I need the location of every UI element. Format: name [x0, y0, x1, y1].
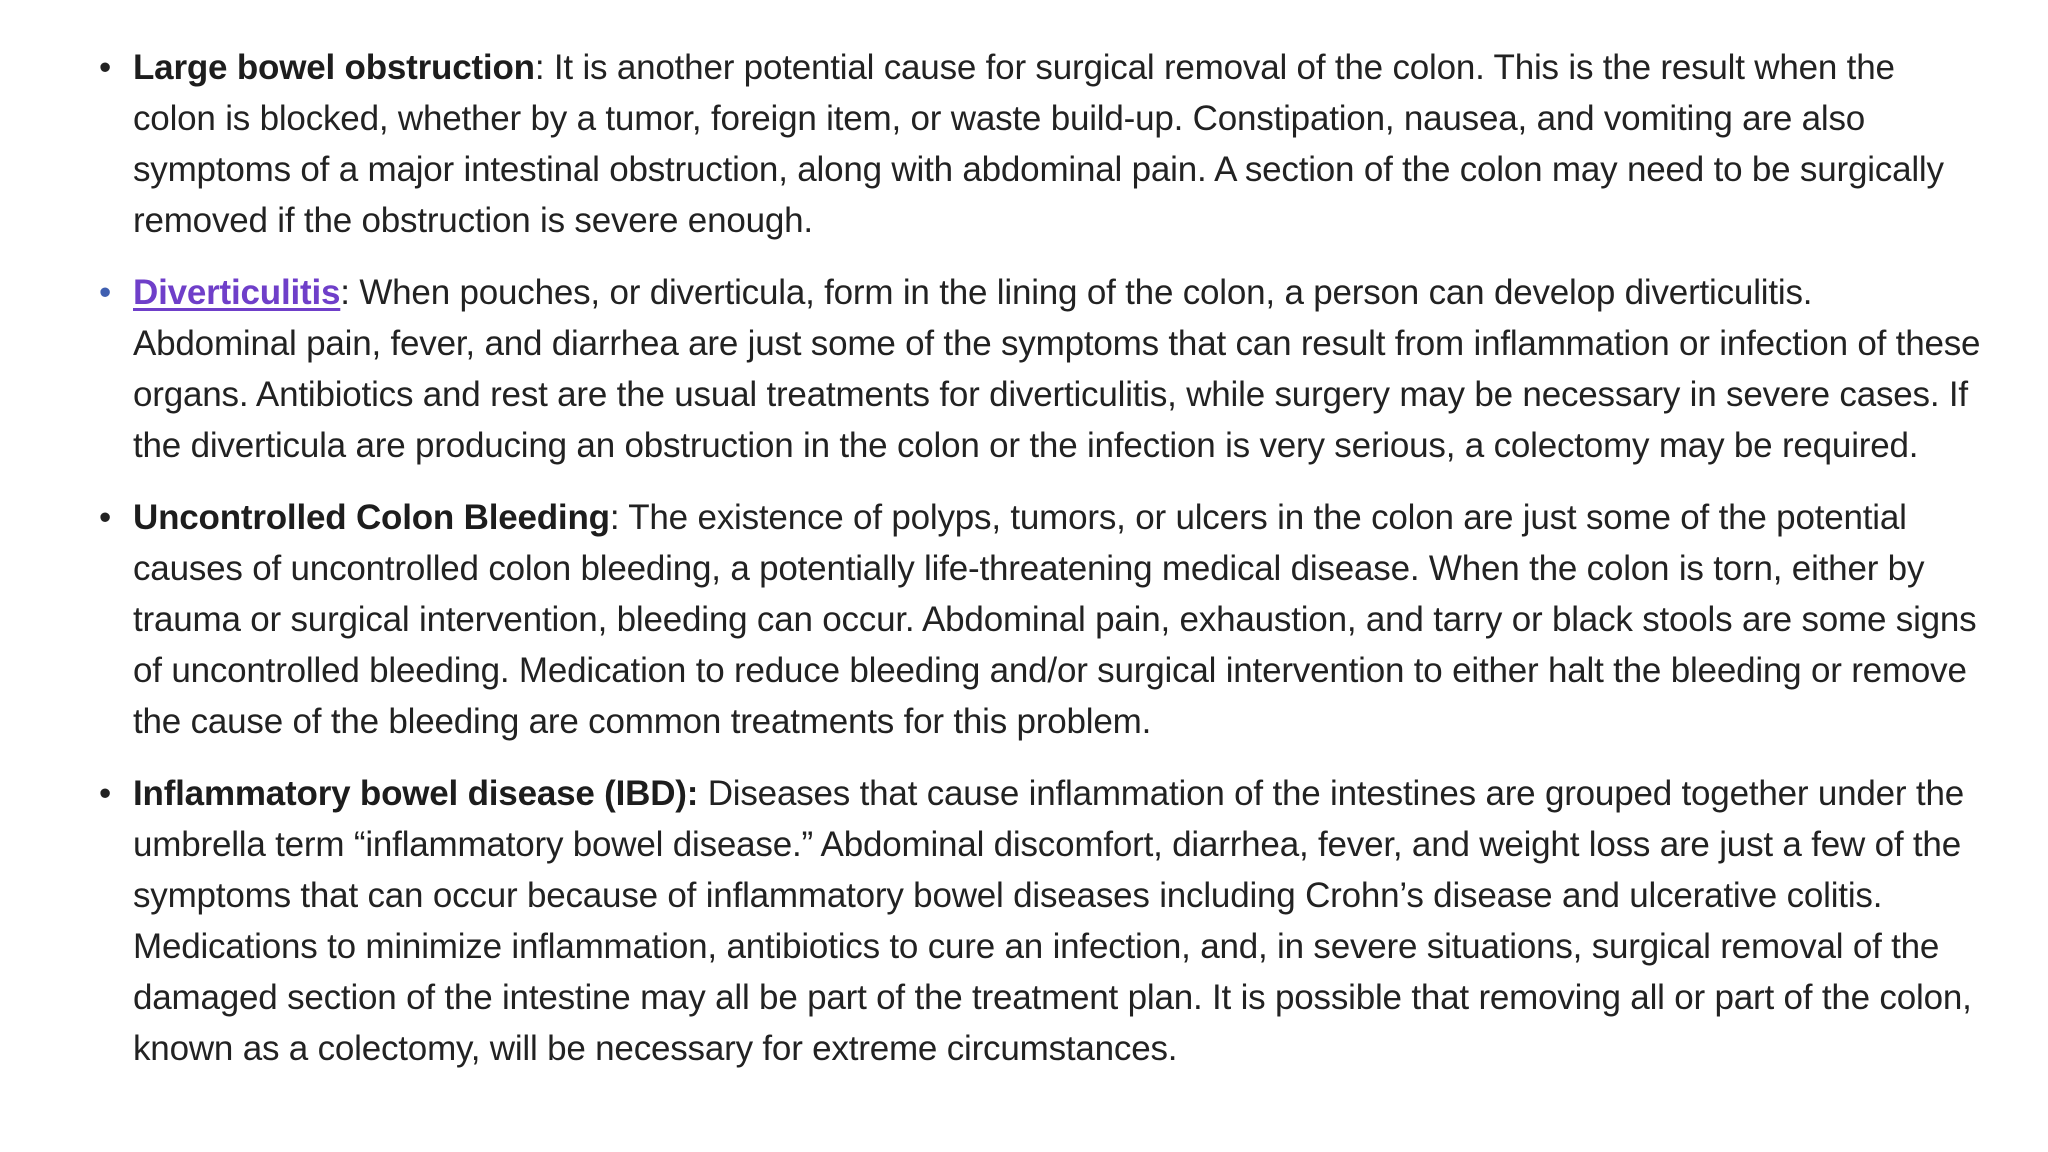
term-large-bowel-obstruction: Large bowel obstruction: [133, 48, 535, 87]
diverticulitis-link[interactable]: Diverticulitis: [133, 273, 341, 312]
item-description: When pouches, or diverticula, form in the lining of the colon, a person can develop diverticulitis. Abdominal pain, fever, and diarrhea are just some of the symptoms that can result from inflammation or infection of these organs. Antibiotics and rest are the usual treatments for diverticulitis, while surgery may be necessary in severe cases. If the diverticula are producing an obstruction in the colon or the infection is very serious, a colectomy may be required.: [133, 273, 1981, 465]
bullet-icon: •: [98, 498, 112, 537]
list-item-large-bowel-obstruction: [98, 42, 1983, 246]
bullet-icon: •: [98, 48, 112, 87]
term-separator: :: [534, 48, 545, 87]
causes-list: [98, 42, 1983, 1095]
item-description: It is another potential cause for surgical removal of the colon. This is the result when the colon is blocked, whether by a tumor, foreign item, or waste build-up. Constipation, nausea, and vomiting are also symptoms of a major intestinal obstruction, along with abdominal pain. A section of the colon may need to be surgically removed if the obstruction is severe enough.: [133, 48, 1944, 240]
bullet-icon: •: [98, 273, 112, 312]
bullet-icon: •: [98, 774, 112, 813]
term-ibd: Inflammatory bowel disease (IBD):: [133, 774, 699, 813]
item-description: The existence of polyps, tumors, or ulcers in the colon are just some of the potential causes of uncontrolled colon bleeding, a potentially life-threatening medical disease. When the colon is torn, either by trauma or surgical intervention, bleeding can occur. Abdominal pain, exhaustion, and tarry or black stools are some signs of uncontrolled bleeding. Medication to reduce bleeding and/or surgical intervention to either halt the bleeding or remove the cause of the bleeding are common treatments for this problem.: [133, 498, 1977, 741]
item-description: Diseases that cause inflammation of the intestines are grouped together under the umbrella term “inflammatory bowel disease.” Abdominal discomfort, diarrhea, fever, and weight loss are just a few of the symptoms that can occur because of inflammatory bowel diseases including Crohn’s disease and ulcerative colitis. Medications to minimize inflammation, antibiotics to cure an infection, and, in severe situations, surgical removal of the damaged section of the intestine may all be part of the treatment plan. It is possible that removing all or part of the colon, known as a colectomy, will be necessary for extreme circumstances.: [133, 774, 1972, 1068]
term-uncontrolled-colon-bleeding: Uncontrolled Colon Bleeding: [133, 498, 610, 537]
term-separator: :: [609, 498, 620, 537]
list-item-ibd: [98, 768, 1983, 1074]
list-item-uncontrolled-colon-bleeding: [98, 492, 1983, 747]
term-separator: :: [340, 273, 350, 312]
list-item-diverticulitis: [98, 267, 1983, 471]
